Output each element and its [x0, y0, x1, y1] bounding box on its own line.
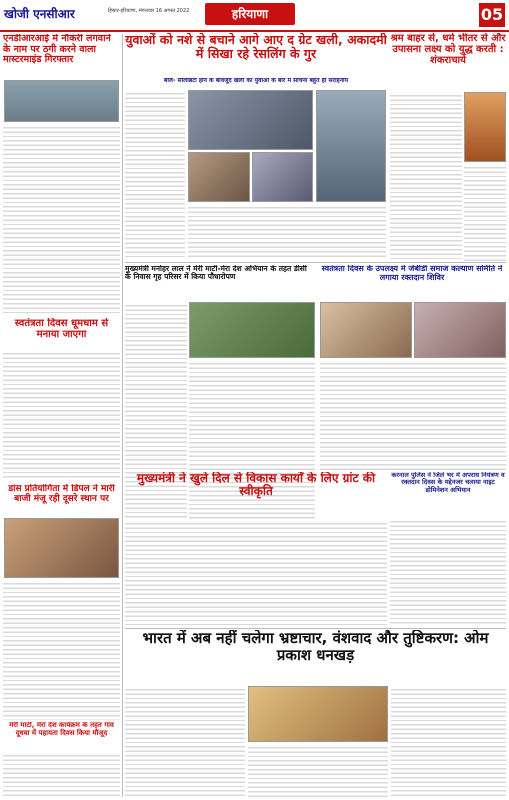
story-cm-grant: [125, 472, 387, 518]
headline: श्रम बाहर से, धर्म भीतर से और उपासना लक्ष्य को युद्ध करती : शंकराचार्य: [390, 33, 506, 67]
story-cm-tree: [125, 265, 315, 299]
body-text: [391, 686, 506, 797]
photo-khali-group: [188, 90, 313, 150]
story-karnal: [390, 472, 506, 516]
body-text: [3, 350, 120, 480]
story-dance: [3, 484, 120, 516]
headline: मुख्यमंत्री मनोहर लाल ने मेरी माटी-मेरा देश अभियान के तहत डीसी के निवास गृह परिसर में किया पौधारोपण: [125, 265, 307, 282]
photo-dance-group: [4, 518, 119, 578]
headline: मुख्यमंत्री ने खुले दिल से विकास कार्यों के लिए ग्रांट की स्वीकृति: [136, 472, 376, 499]
body-text: [390, 518, 506, 625]
section-label: हरियाणा: [205, 3, 295, 25]
body-text: [248, 744, 388, 797]
subhead: बोले- सेलिब्रिटी होने के बावजूद खली का युवाओं के बारे में सोचना बहुत ही सराहनीय: [163, 78, 349, 84]
column-divider: [122, 34, 123, 797]
issue-meta: हिसार-हरियाणा, मंगलवार 16 अगस्त 2022: [108, 8, 190, 14]
photo-tree-planting: [189, 302, 315, 358]
page-number: 05: [479, 3, 505, 27]
body-text: [3, 752, 120, 797]
masthead: [0, 0, 509, 30]
story-jbd-camp: [318, 265, 506, 299]
row-divider: [125, 628, 506, 629]
headline: युवाओं को नशे से बचाने आगे आए द ग्रेट खली, अकादमी में सिखा रहे रेसलिंग के गुर: [125, 33, 387, 61]
photo-khali-1: [188, 152, 250, 202]
masthead-rule: [0, 30, 509, 32]
body-text: [125, 686, 245, 797]
photo-blood-camp-2: [414, 302, 506, 358]
body-text: [125, 520, 387, 625]
headline: भारत में अब नहीं चलेगा भ्रष्टाचार, वंशवाद और तुष्टिकरण: ओम प्रकाश धनखड़: [142, 630, 489, 664]
headline: डांस प्रतियोगिता में डिपल ने मारी बाजी मंजू रही दूसरे स्थान पर: [8, 484, 115, 505]
body-text: [125, 90, 185, 260]
row-divider: [125, 262, 506, 263]
headline: मेरी माटी, मेरा देश कार्यक्रम के तहत गांव दूधवा में पहायता दिवस किया मौजूद: [9, 722, 114, 737]
photo-khali-3: [316, 90, 386, 202]
story-shankaracharya: [390, 33, 506, 89]
story-great-khali: [125, 33, 387, 77]
headline: स्वतंत्रता दिवस धूमधाम से मनाया जाएगा: [14, 318, 109, 341]
body-text: [320, 360, 506, 470]
brand-name: खोजी एनसीआर: [4, 7, 75, 21]
headline: स्वतंत्रता दिवस के उपलक्ष्य में जेबीडी समाज कल्याण समिति ने लगाया रक्तदान शिविर: [321, 265, 503, 282]
story-meri-mati: [3, 722, 120, 750]
body-text: [3, 580, 120, 720]
story-ncr-arrest: [3, 34, 120, 80]
body-text: [390, 92, 462, 262]
photo-dhankhar: [248, 686, 388, 742]
photo-blood-camp-1: [320, 302, 412, 358]
body-text: [3, 124, 120, 314]
headline: एनडीआरआई में नौकरी लगवाने के नाम पर ठगी करने वाला मास्टरमाइंड गिरफ्तार: [3, 34, 111, 66]
photo-shankaracharya: [464, 92, 506, 162]
headline: करनाल पुलिस ने जिले भर में अपराध नियंत्रण व रक्तदान दिवस के मद्देनजर चलाया नाइट डोमिनेशन अभियान: [391, 472, 505, 494]
story-independence: [3, 318, 120, 348]
story-dhankhar: [125, 630, 506, 682]
body-text: [464, 164, 506, 262]
body-text: [188, 204, 386, 260]
photo-police: [4, 80, 119, 122]
photo-khali-2: [252, 152, 313, 202]
